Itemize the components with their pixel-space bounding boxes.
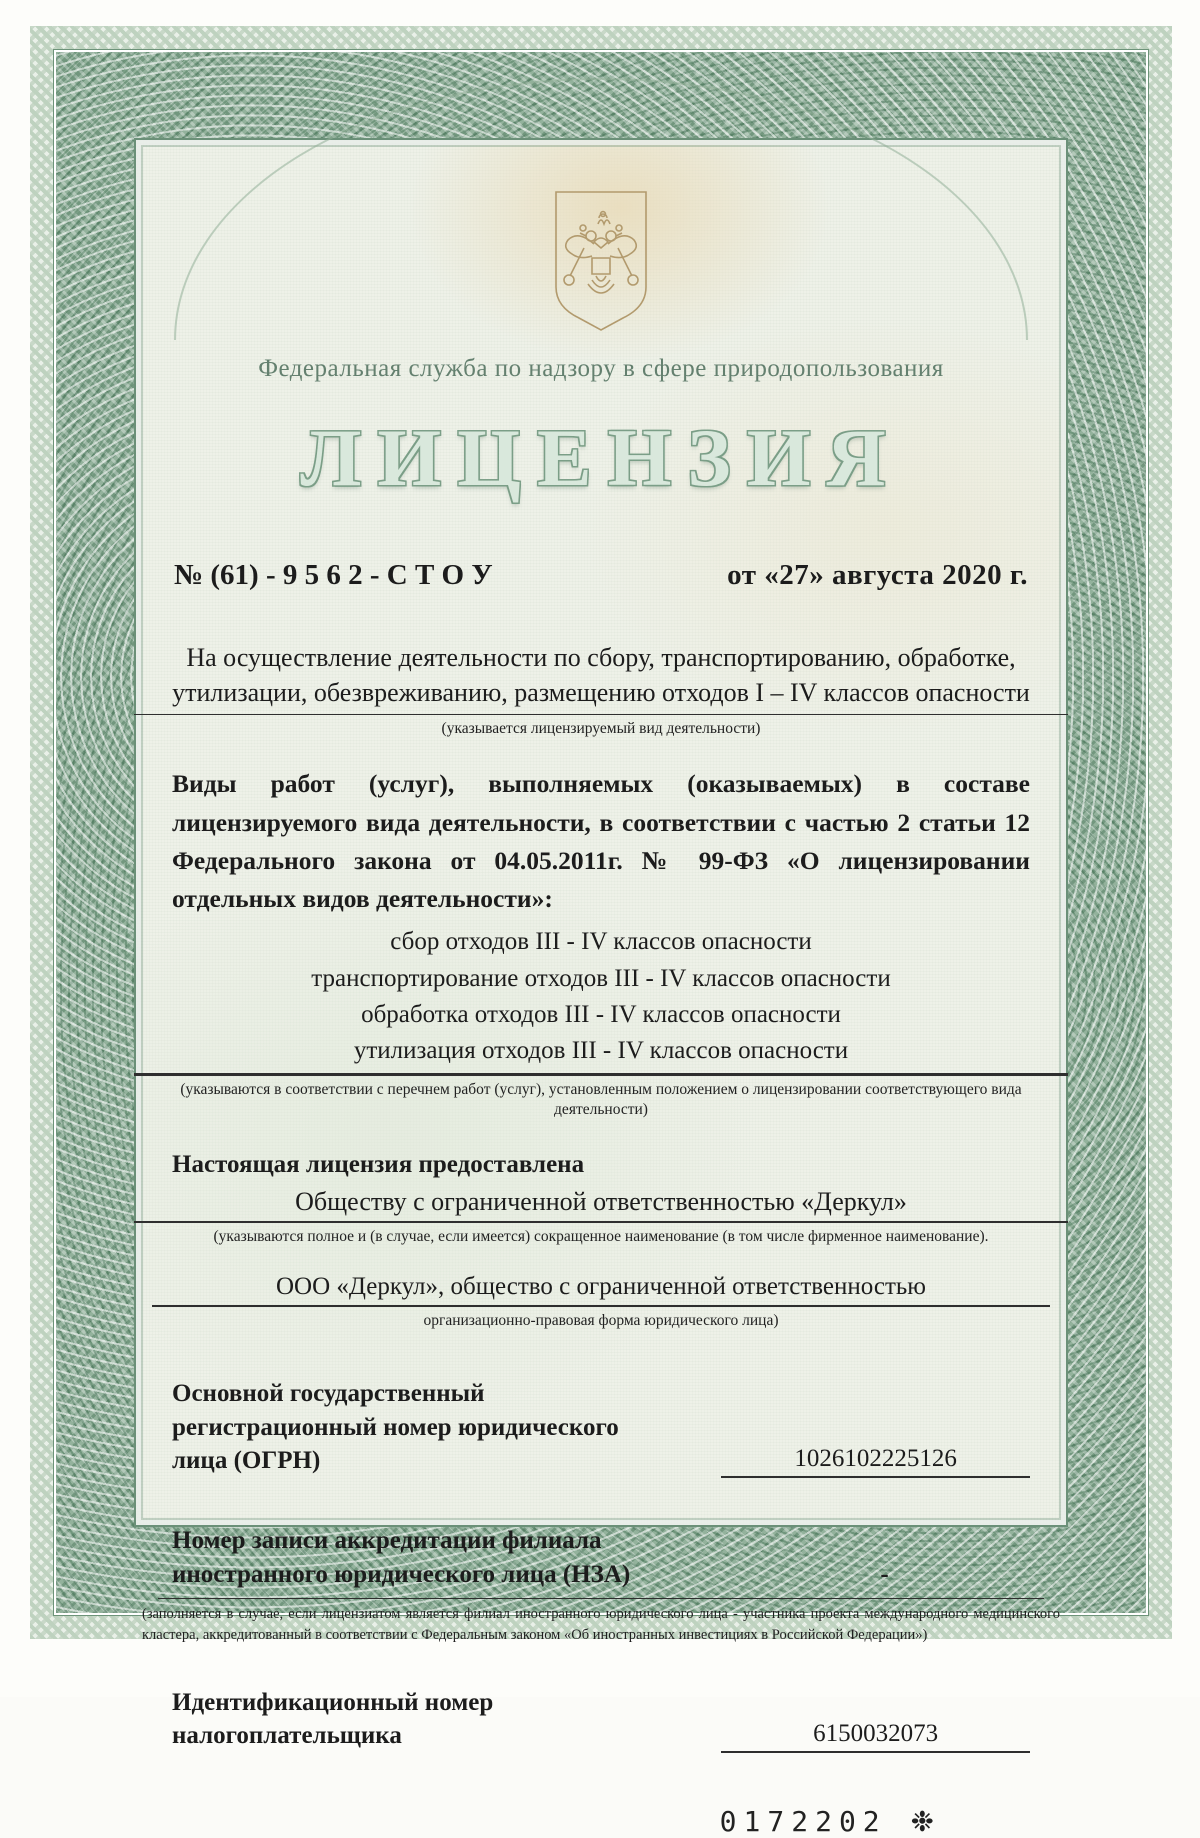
ogrn-value: 1026102225126 <box>721 1445 1030 1478</box>
ogrn-row <box>172 1377 1030 1478</box>
work-types-intro: Виды работ (услуг), выполняемых (оказываемых) в составе лицензируемого вида деятельности, в соответствии с частью 2 статьи 12 Федерального закона от 04.05.2011г. № 99-ФЗ «О лицензировании отдельных видов деятельности»: <box>172 769 1030 914</box>
activity-underline <box>134 714 1068 715</box>
work-types-caption: (указываются в соответствии с перечнем работ (услуг), установленным положением о лицензировании соответствующего вида деятельности) <box>180 1081 1022 1119</box>
coat-of-arms-icon <box>542 184 660 339</box>
serial-rosette-icon: ❉ <box>910 1805 934 1838</box>
nza-row <box>158 1524 1044 1599</box>
grantee-org-form: ООО «Деркул», общество с ограниченной ответственностью <box>152 1273 1050 1307</box>
license-number: № (61) - 9 5 6 2 - С Т О У <box>174 559 493 591</box>
outer-checker-border <box>30 26 1172 1838</box>
agency-name: Федеральная служба по надзору в сфере природопользования <box>258 355 944 382</box>
activity-description: На осуществление деятельности по сбору, транспортированию, обработке, утилизации, обезвреживанию, размещению отходов I – IV классов опасности <box>172 643 1030 708</box>
work-type-item: обработка отходов III - IV классов опасности <box>361 1000 841 1028</box>
license-date: от «27» августа 2020 г. <box>727 559 1028 591</box>
work-types-list <box>172 924 1030 1069</box>
inn-label: Идентификационный номер налогоплательщика <box>172 1688 494 1750</box>
nza-value: - <box>880 1560 889 1588</box>
inn-row <box>172 1686 1030 1754</box>
serial-number: 0172202 ❉ <box>719 1805 934 1838</box>
nza-caption: (заполняется в случае, если лицензиатом является филиал иностранного юридического лица - участника проекта международного медицинского кластера, аккредитованный в соответствии с Федеральным законом «Об иностранных инвестициях в Российской Федерации») <box>142 1605 1060 1643</box>
org-form-caption: организационно-правовая форма юридического лица) <box>423 1311 779 1329</box>
guilloche-border-band <box>54 50 1148 1838</box>
work-type-item: транспортирование отходов III - IV классов опасности <box>311 964 891 992</box>
document-title: ЛИЦЕНЗИЯ <box>300 412 902 503</box>
work-type-item: утилизация отходов III - IV классов опасности <box>353 1037 849 1065</box>
nza-label: Номер записи аккредитации филиала иностранного юридического лица (НЗА) <box>172 1527 631 1588</box>
activity-caption: (указывается лицензируемый вид деятельности) <box>441 720 761 738</box>
ogrn-label: Основной государственный регистрационный номер юридического лица (ОГРН) <box>172 1379 619 1475</box>
grantee-label: Настоящая лицензия предоставлена <box>172 1150 585 1178</box>
work-types-underline <box>134 1073 1068 1076</box>
work-type-item: сбор отходов III - IV классов опасности <box>390 928 812 956</box>
grantee-name: Обществу с ограниченной ответственностью «Деркул» <box>134 1187 1068 1223</box>
inn-value: 6150032073 <box>721 1720 1030 1753</box>
certificate-interior <box>134 138 1068 1838</box>
grantee-caption: (указываются полное и (в случае, если имеется) сокращенное наименование (в том числе фирменное наименование). <box>213 1227 989 1245</box>
